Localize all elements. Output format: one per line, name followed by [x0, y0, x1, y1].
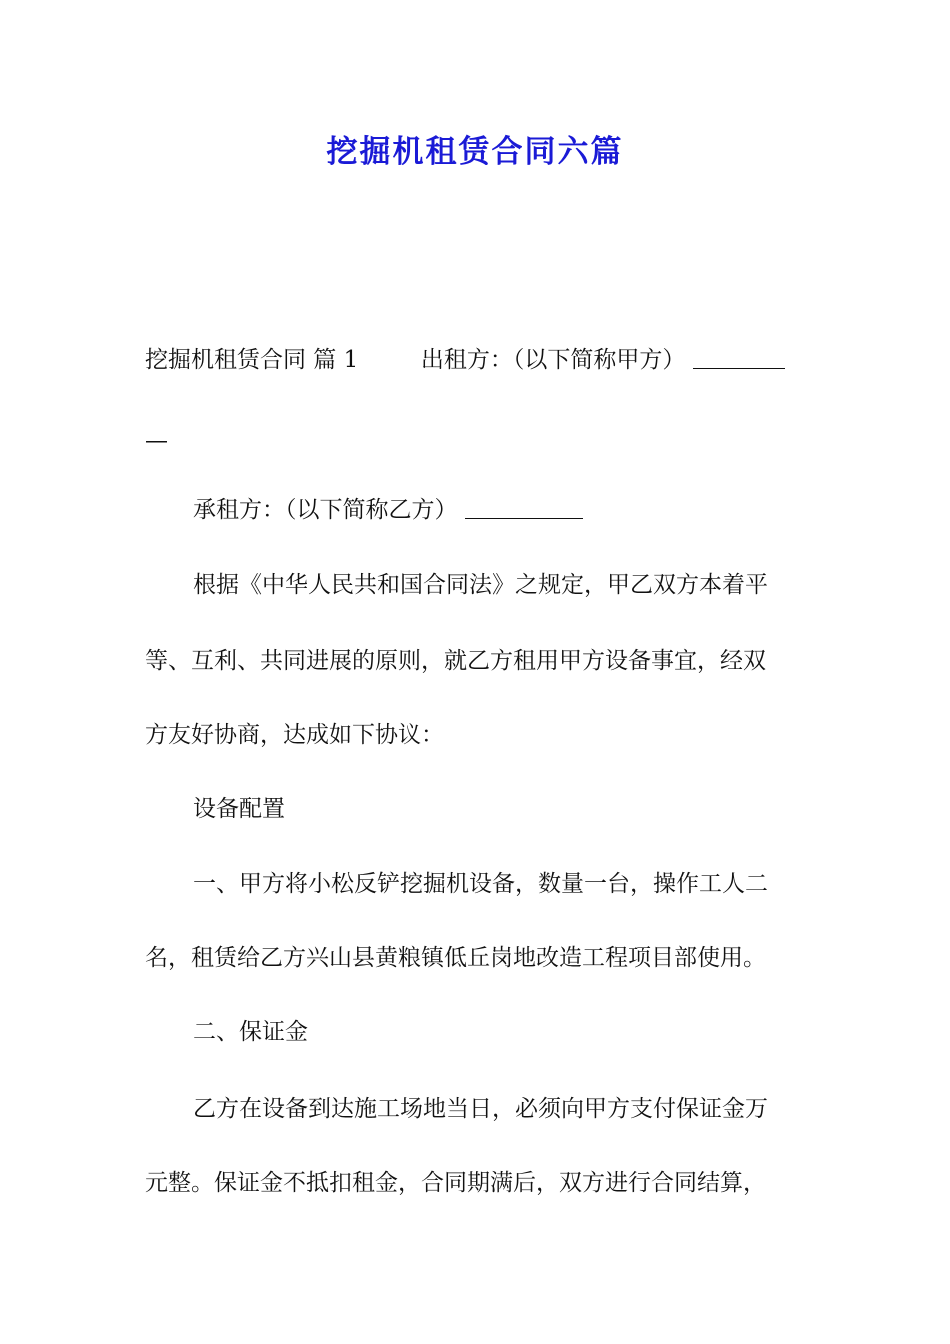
lessor-blank-overflow: — — [145, 428, 168, 454]
paragraph-line: 根据《中华人民共和国合同法》之规定，甲乙双方本着平 — [193, 572, 768, 598]
paragraph-line: 一、甲方将小松反铲挖掘机设备，数量一台，操作工人二 — [193, 871, 768, 897]
paragraph-line: 名，租赁给乙方兴山县黄粮镇低丘岗地改造工程项目部使用。 — [145, 945, 766, 971]
paragraph-line: 元整。保证金不抵扣租金，合同期满后，双方进行合同结算， — [145, 1170, 766, 1196]
section-heading: 设备配置 — [193, 796, 285, 822]
lessee-line — [193, 495, 583, 525]
section-heading: 二、保证金 — [193, 1019, 308, 1045]
paragraph-line: 等、互利、共同进展的原则，就乙方租用甲方设备事宜，经双 — [145, 648, 766, 674]
lessee-label: 承租方：（以下简称乙方） — [193, 497, 458, 523]
contract-heading-line — [145, 345, 785, 375]
paragraph-line: 乙方在设备到达施工场地当日，必须向甲方支付保证金万 — [193, 1096, 768, 1122]
paragraph-line: 方友好协商，达成如下协议： — [145, 722, 444, 748]
lessee-blank — [465, 498, 583, 519]
lessor-blank — [693, 348, 785, 369]
contract-heading: 挖掘机租赁合同 篇 1 — [145, 347, 359, 373]
lessor-label: 出租方：（以下简称甲方） — [420, 347, 686, 373]
document-title: 挖掘机租赁合同六篇 — [326, 134, 624, 170]
